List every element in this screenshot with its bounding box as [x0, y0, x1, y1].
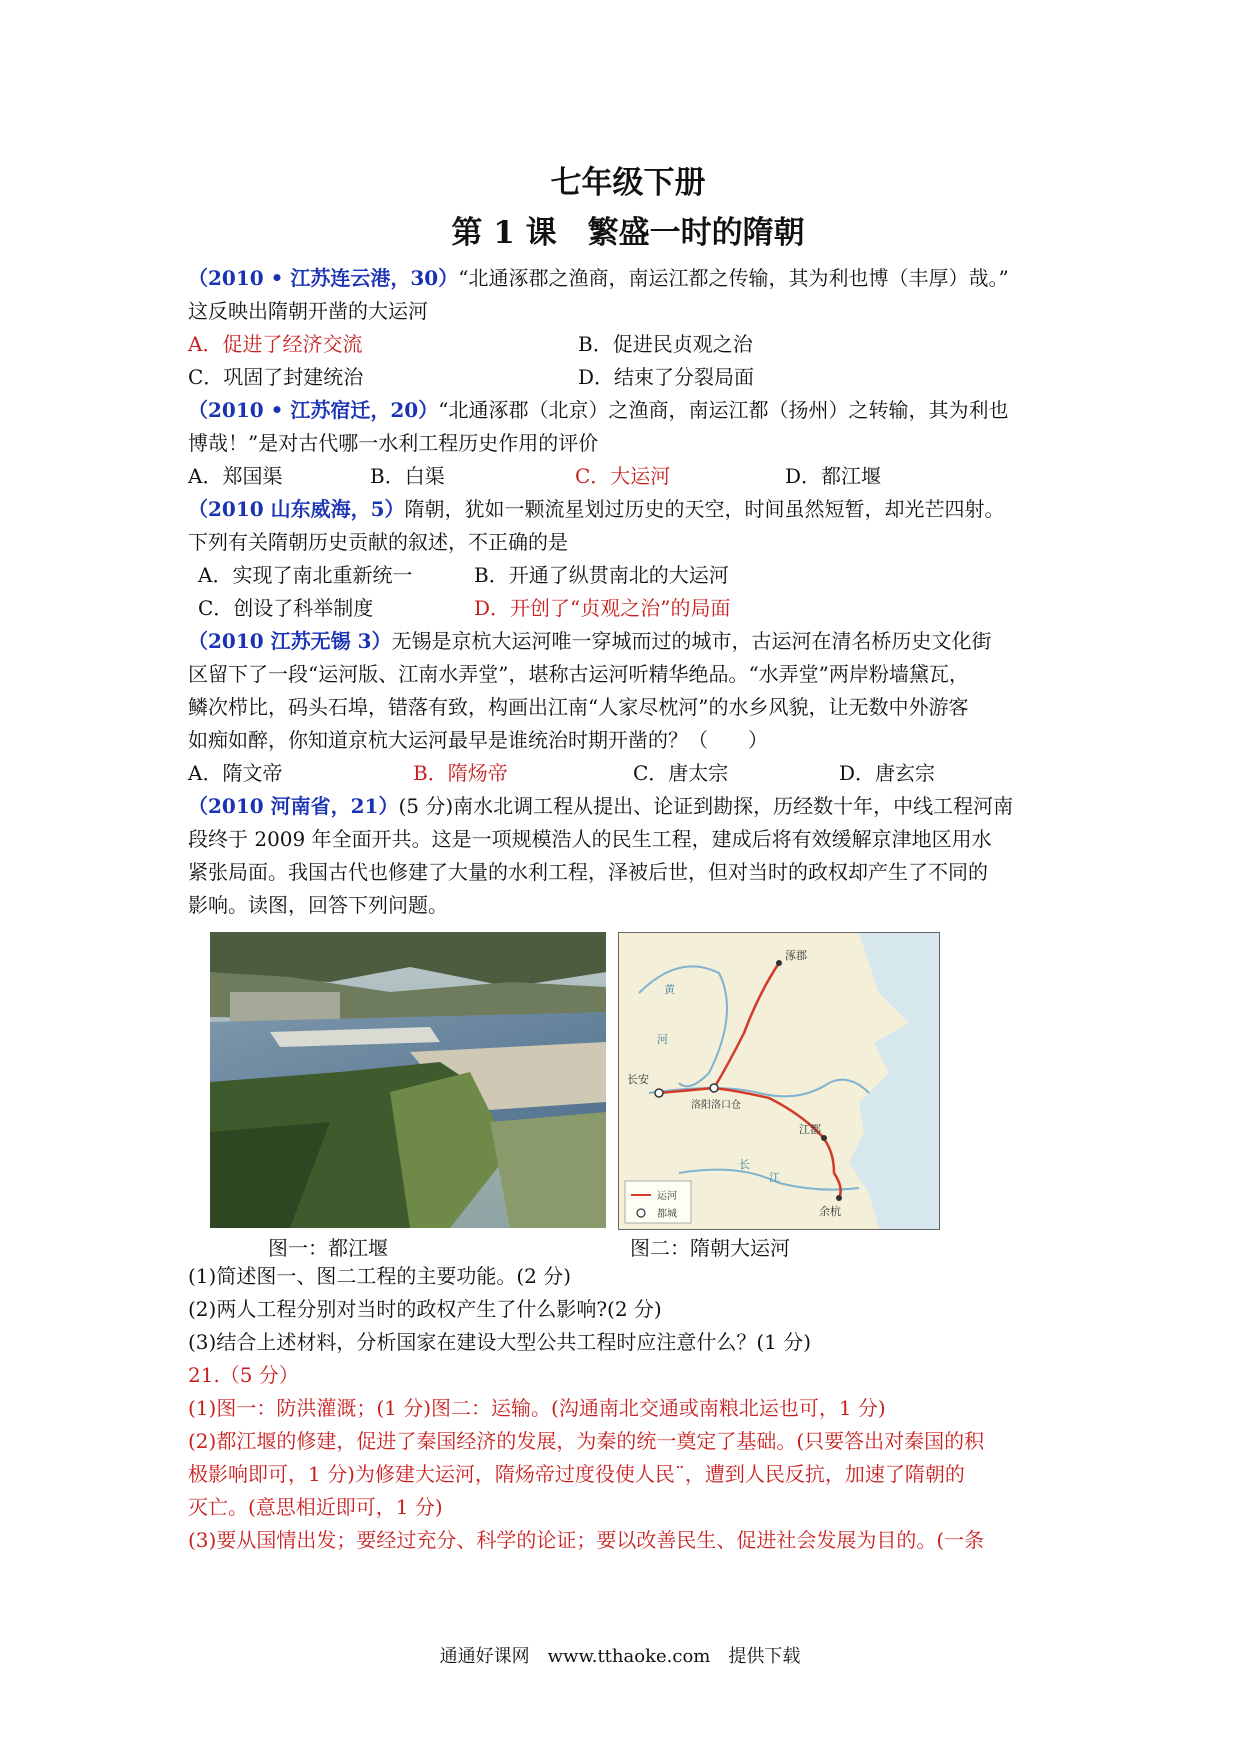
question-source: （2010 江苏无锡 3）: [188, 629, 392, 653]
question-source: （2010 山东威海，5）: [188, 497, 405, 521]
document-body: [188, 160, 1068, 1557]
question-4-line-2: 区留下了一段“运河版、江南水弄堂”，堪称古运河听精华绝品。“水弄堂”两岸粉墙黛瓦，: [188, 662, 969, 686]
figures: [188, 932, 1068, 1260]
question-3-stem: （2010 山东威海，5）隋朝，犹如一颗流星划过历史的天空，时间虽然短暂，却光芒四射。: [188, 497, 1005, 521]
map-label-river-he: 河: [657, 1033, 668, 1046]
option-b-answer: B．隋炀帝: [413, 761, 508, 785]
question-4-line-3: 鳞次栉比，码头石埠，错落有致，构画出江南“人家尽枕河”的水乡风貌，让无数中外游客: [188, 695, 969, 719]
sub-question-2: (2)两人工程分别对当时的政权产生了什么影响?(2 分): [188, 1297, 662, 1321]
answer-2: (2)都江堰的修建，促进了秦国经济的发展，为秦的统一奠定了基础。(只要答出对秦国的积: [188, 1429, 985, 1453]
option-d: D．唐玄宗: [839, 761, 936, 785]
option-b: B．开通了纵贯南北的大运河: [474, 563, 729, 587]
map-label-zhuojun: 涿郡: [785, 949, 807, 962]
question-1-stem: （2010 • 江苏连云港，30）“北通涿郡之渔商，南运江都之传输，其为利也博（丰厚）哉。”: [188, 266, 1009, 290]
map-label-river-jiang: 江: [769, 1171, 780, 1184]
answer-1: (1)图一：防洪灌溉；(1 分)图二：运输。(沟通南北交通或南粮北运也可，1 分): [188, 1396, 886, 1420]
option-c-answer: C．大运河: [575, 464, 671, 488]
lesson-title: 第 1 课 繁盛一时的隋朝: [451, 215, 805, 251]
option-d-answer: D．开创了“贞观之治”的局面: [474, 596, 731, 620]
option-c: C．巩固了封建统治: [188, 365, 364, 389]
page-title: 七年级下册: [550, 165, 706, 201]
question-2-stem-2: 博哉！”是对古代哪一水利工程历史作用的评价: [188, 431, 599, 455]
answer-2-line-3: 灭亡。(意思相近即可，1 分): [188, 1495, 443, 1519]
question-2-options: [188, 460, 1068, 493]
map-label-changan: 长安: [627, 1073, 649, 1086]
option-d: D．结束了分裂局面: [578, 365, 755, 389]
legend-canal: 运河: [657, 1191, 677, 1202]
sub-question-3: (3)结合上述材料，分析国家在建设大型公共工程时应注意什么？(1 分): [188, 1330, 812, 1354]
option-c: C．唐太宗: [633, 761, 729, 785]
option-b: B．促进民贞观之治: [578, 332, 753, 356]
grand-canal-map: [618, 932, 940, 1230]
figure-2-caption: 图二：隋朝大运河: [630, 1236, 790, 1260]
question-4-line-4: 如痴如醉，你知道京杭大运河最早是谁统治时期开凿的？（ ）: [188, 728, 768, 752]
legend-capital: 都城: [657, 1209, 677, 1220]
question-5-line-3: 紧张局面。我国古代也修建了大量的水利工程，泽被后世，但对当时的政权却产生了不同的: [188, 860, 988, 884]
question-2-stem: （2010 • 江苏宿迁，20）“北通涿郡（北京）之渔商，南运江都（扬州）之转输，其为利也: [188, 398, 1009, 422]
answer-3: (3)要从国情出发；要经过充分、科学的论证；要以改善民生、促进社会发展为目的。(一条: [188, 1528, 985, 1552]
question-1-stem-2: 这反映出隋朝开凿的大运河: [188, 299, 428, 323]
question-4-options: [188, 757, 1068, 790]
option-b: B．白渠: [370, 464, 445, 488]
question-5-stem: （2010 河南省，21）(5 分)南水北调工程从提出、论证到勘探，历经数十年，中线工程河南: [188, 794, 1014, 818]
map-label-luoyang: 洛阳洛口仓: [691, 1100, 741, 1111]
question-3-options-row2: [188, 592, 1068, 625]
question-source: （2010 河南省，21）: [188, 794, 399, 818]
option-a-answer: A．促进了经济交流: [188, 332, 363, 356]
question-source: （2010 • 江苏宿迁，20）: [188, 398, 439, 422]
option-c: C．创设了科举制度: [198, 596, 374, 620]
question-4-stem: （2010 江苏无锡 3）无锡是京杭大运河唯一穿城而过的城市，古运河在清名桥历史文化街: [188, 629, 992, 653]
question-1-options-row2: [188, 361, 1068, 394]
map-label-yuhang: 余杭: [819, 1205, 841, 1218]
answer-heading: 21.（5 分）: [188, 1363, 299, 1387]
answer-2-line-2: 极影响即可，1 分)为修建大运河，隋炀帝过度役使人民¨，遭到人民反抗，加速了隋朝的: [188, 1462, 965, 1486]
question-5-line-2: 段终于 2009 年全面开共。这是一项规模浩人的民生工程，建成后将有效缓解京津地区用水: [188, 827, 992, 851]
dujiangyan-photo: [210, 932, 606, 1228]
option-a: A．隋文帝: [188, 761, 283, 785]
question-source: （2010 • 江苏连云港，30）: [188, 266, 459, 290]
map-label-river-chang: 长: [739, 1158, 750, 1171]
page-footer: 通通好课网 www.tthaoke.com 提供下载: [439, 1646, 801, 1667]
map-label-river-huang: 黄: [664, 983, 675, 996]
option-d: D．都江堰: [785, 464, 882, 488]
question-1-options-row1: [188, 328, 1068, 361]
option-a: A．郑国渠: [188, 464, 283, 488]
figure-1-caption: 图一：都江堰: [268, 1236, 388, 1260]
question-5-line-4: 影响。读图，回答下列问题。: [188, 893, 448, 917]
map-label-jiangdu: 江都: [799, 1123, 821, 1136]
option-a: A．实现了南北重新统一: [198, 563, 413, 587]
question-3-options-row1: [188, 559, 1068, 592]
sub-question-1: (1)简述图一、图二工程的主要功能。(2 分): [188, 1264, 572, 1288]
question-3-stem-2: 下列有关隋朝历史贡献的叙述，不正确的是: [188, 530, 568, 554]
